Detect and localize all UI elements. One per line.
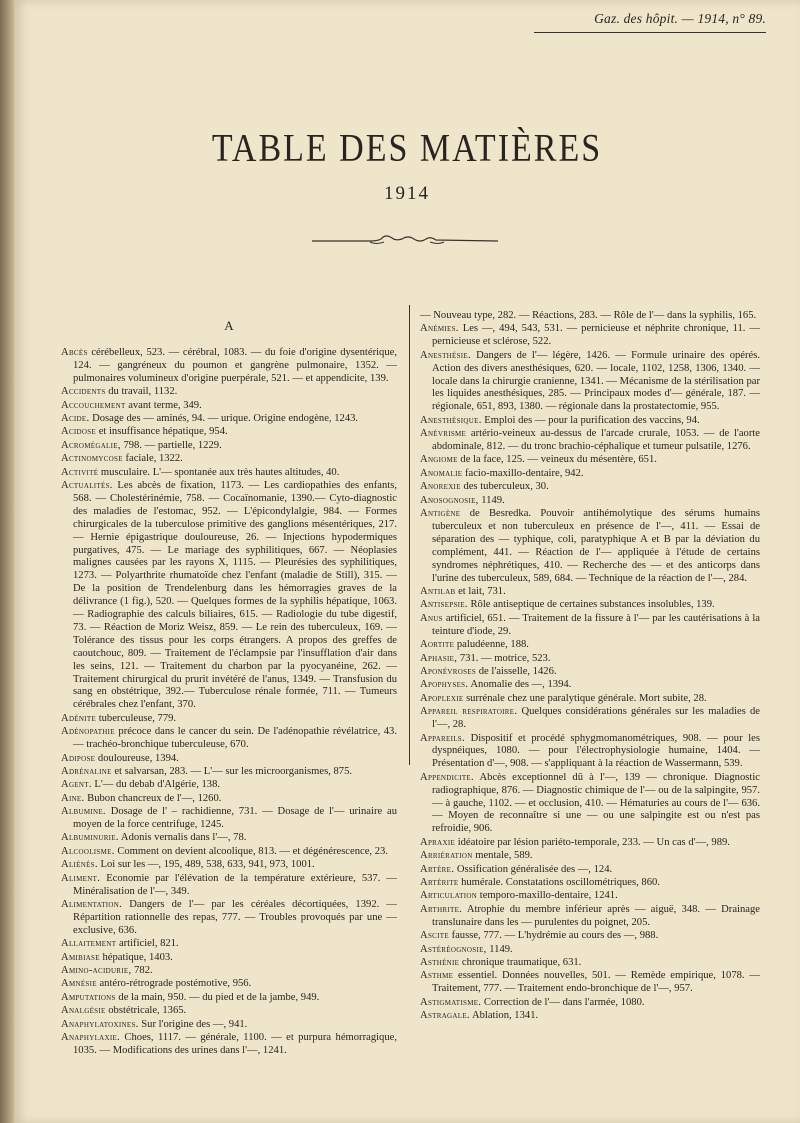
entry-text: du travail, 1132. [108, 386, 178, 398]
entry-headword: Astéréognosie, [420, 943, 487, 955]
entry-text: et salvarsan, 283. — L'— sur les microorganismes, 875. [114, 765, 353, 777]
entry-text: cérébelleux, 523. — cérébral, 1083. — du foie d'origine dysentérique, 124. — gangréneux du poumon et gangrène pulmonaire, 1352. — pulmonaires volumineux d'origine puerpérale, 521. — et appendicite, 139. [73, 346, 397, 384]
entry-headword: Aine. [61, 792, 85, 804]
entry-text: Bubon chancreux de l'—, 1260. [87, 792, 222, 804]
entry-headword: Anévrisme [420, 428, 467, 440]
running-head: Gaz. des hôpit. — 1914, n° 89. [594, 11, 766, 26]
entry-text: 782. [134, 965, 153, 976]
ornament-divider-icon [310, 232, 500, 248]
entry-text: Sur l'origine des —, 941. [141, 1018, 248, 1030]
entry-headword: Aliment. [61, 872, 101, 884]
index-entry [61, 1005, 397, 1018]
index-entry [61, 713, 397, 726]
left-entries [61, 347, 397, 1058]
entry-headword: Amino-acidurie, [61, 965, 132, 976]
index-entry [420, 679, 760, 692]
index-entry [420, 944, 760, 957]
index-entry [420, 495, 760, 508]
index-entry [420, 508, 760, 585]
entry-headword: Angiome [420, 454, 458, 466]
entry-text: Dangers de l'— légère, 1426. — Formule urinaire des opérés. Action des divers anesthésiques, 620. — locale, 1102, 1258, 1306, 1340. — locale dans la chirurgie cranienne, 1341. — Mécanisme de la stérilisation par les liquides anesthésiques, 285. — Principaux modes d'— générale, 187. — régionale, 651, 893, 1380. — régionale dans la prostatectomie, 955. [432, 349, 760, 413]
index-entry [61, 766, 397, 779]
entry-text: Ablation, 1341. [471, 1010, 539, 1022]
entry-text: avant terme, 349. [128, 399, 202, 411]
entry-headword: Arriération [420, 850, 473, 862]
entry-text: de l'aisselle, 1426. [478, 665, 557, 677]
index-entry [420, 877, 760, 890]
entry-headword: Amputations [61, 991, 116, 1003]
entry-text: Rôle antiseptique de certaines substances insolubles, 139. [470, 599, 715, 611]
index-entry [61, 347, 397, 386]
index-entry [420, 904, 760, 930]
index-entry [420, 957, 760, 970]
index-entry [420, 454, 760, 467]
index-entry [61, 426, 397, 439]
right-column [420, 310, 760, 1023]
entry-headword: Anaphylaxie. [61, 1032, 121, 1044]
entry-headword: Antilab [420, 586, 456, 598]
index-entry [420, 1010, 760, 1023]
entry-headword: Aortite [420, 639, 455, 651]
index-entry [420, 733, 760, 772]
entry-headword: Anus [420, 612, 443, 624]
year-label: 1914 [384, 183, 430, 204]
entry-text: paludéenne, 188. [456, 639, 529, 651]
index-entry [61, 386, 397, 399]
index-entry [61, 413, 397, 426]
index-entry [420, 706, 760, 732]
index-entry [61, 846, 397, 859]
index-entry [420, 850, 760, 863]
entry-headword: Apraxie [420, 836, 456, 848]
index-entry [420, 481, 760, 494]
entry-headword: Anomalie [420, 467, 463, 479]
entry-text: musculaire. L'— spontanée aux très hautes altitudes, 40. [100, 466, 340, 478]
index-entry [61, 859, 397, 872]
index-entry [420, 613, 760, 639]
section-letter: A [224, 318, 234, 333]
entry-text: et lait, 731. [458, 586, 506, 598]
entry-headword: Anorexie [420, 481, 461, 493]
entry-text: tuberculeuse, 779. [98, 712, 177, 724]
entry-text: L'— du debab d'Algérie, 138. [94, 779, 221, 791]
index-entry [61, 938, 397, 951]
entry-headword: Albuminurie. [61, 832, 119, 844]
left-column [61, 310, 397, 1058]
entry-headword: Actinomycose [61, 453, 123, 465]
index-entry [420, 864, 760, 877]
entry-text: chronique traumatique, 631. [461, 956, 582, 968]
index-entry [61, 965, 397, 978]
entry-text: Dispositif et procédé sphygmomanométriques, 908. — pour les dyspnéiques, 1080. — pour l'électrophysiologie humaine, 1404. — Présentation d'—, 908. — s'appliquant à la réaction de Wassermann, 539. [432, 732, 760, 770]
index-entry [61, 779, 397, 792]
entry-headword: Amnésie [61, 978, 97, 990]
entry-headword: Activité [61, 466, 99, 478]
entry-headword: Aponévroses [420, 665, 477, 677]
entry-headword: Adénite [61, 712, 97, 724]
index-entry [420, 693, 760, 706]
entry-headword: Analgésie [61, 1005, 106, 1017]
entry-text: artério-veineux au-dessus de l'arcade crurale, 1053. — de l'aorte abdominale, 812. — du tronc brachio-céphalique et tumeur pulsatile, 1276. [432, 428, 760, 453]
entry-headword: Adipose [61, 752, 96, 764]
entry-headword: Ascite [420, 930, 449, 942]
entry-headword: Actualités. [61, 479, 113, 491]
entry-headword: Accouchement [61, 399, 126, 411]
entry-text: douloureuse, 1394. [97, 752, 179, 764]
index-entry [61, 793, 397, 806]
entry-text: artificiel, 651. — Traitement de la fissure à l'— par les cautérisations à la teinture d'iode, 29. [432, 612, 760, 637]
index-entry [420, 890, 760, 903]
index-entry [61, 873, 397, 899]
entry-text: Economie par l'élévation de la température extérieure, 537. — Minéralisation de l'—, 349. [73, 872, 397, 897]
entry-text: Comment on devient alcoolique, 813. — et dégénérescence, 23. [117, 845, 388, 857]
entry-headword: Anosognosie, [420, 494, 479, 506]
entry-text: Les —, 494, 543, 531. — pernicieuse et néphrite chronique, 11. — pernicieuse et sclérose, 522. [432, 323, 760, 348]
entry-headword: Abcès [61, 346, 88, 358]
index-entry [420, 415, 760, 428]
entry-text: et insuffisance hépatique, 954. [98, 426, 228, 438]
entry-text: Ossification généralisée des —, 124. [456, 863, 613, 875]
entry-text: obstétricale, 1365. [108, 1005, 187, 1017]
index-entry [61, 467, 397, 480]
index-entry [61, 978, 397, 991]
entry-text: 731. — motrice, 523. [459, 652, 551, 664]
entry-text: surrénale chez une paralytique générale. Mort subite, 28. [466, 692, 707, 704]
entry-text: 798. — partielle, 1229. [123, 439, 222, 451]
entry-headword: Acromégalie, [61, 439, 121, 451]
index-entry [420, 599, 760, 612]
entry-text: Dosage des — aminés, 94. — urique. Origine endogène, 1243. [92, 412, 359, 424]
entry-headword: Agent. [61, 779, 92, 791]
index-entry [420, 930, 760, 943]
entry-headword: Antigène [420, 508, 461, 520]
entry-headword: Amibiase [61, 951, 100, 963]
index-entry [61, 1032, 397, 1058]
entry-text: essentiel. Données nouvelles, 501. — Remède empirique, 1078. — Traitement, 777. — Traitement endo-bronchique de l'—, 957. [432, 970, 760, 995]
entry-text: des tuberculeux, 30. [463, 481, 549, 493]
index-entry [61, 952, 397, 965]
entry-text: Quelques considérations générales sur les maladies de l'—, 28. [432, 706, 761, 731]
entry-text: Adonis vernalis dans l'—, 78. [120, 832, 247, 844]
entry-text: artificiel, 821. [118, 938, 179, 950]
index-entry [420, 666, 760, 679]
entry-headword: Aliénés. [61, 859, 98, 871]
entry-headword: Astigmatisme. [420, 996, 482, 1008]
index-entry [61, 753, 397, 766]
entry-headword: Appendicite. [420, 771, 474, 783]
entry-headword: Adrénaline [61, 765, 112, 777]
index-entry [420, 997, 760, 1010]
entry-text: Dangers de l'— par les céréales décortiquées, 1392. — Répartition rationnelle des repas, 777. — Troubles provoqués par une — exclusive, 636. [73, 898, 397, 936]
index-entry [420, 837, 760, 850]
entry-headword: Artérite [420, 876, 459, 888]
entry-text: Dosage de l' – rachidienne, 731. — Dosage de l'— urinaire au moyen de la force centrifuge, 1245. [73, 806, 397, 831]
index-entry [61, 440, 397, 453]
index-entry [420, 586, 760, 599]
entry-text: idéatoire par lésion pariéto-temporale, 233. — Un cas d'—, 989. [457, 836, 730, 848]
index-entry [61, 992, 397, 1005]
index-entry [420, 653, 760, 666]
index-entry [420, 772, 760, 837]
entry-headword: Aphasie, [420, 652, 458, 664]
entry-headword: Apoplexie [420, 692, 464, 704]
entry-headword: Acidose [61, 426, 97, 438]
entry-headword: Articulation [420, 890, 478, 902]
entry-text: Correction de l'— dans l'armée, 1080. [483, 996, 645, 1008]
entry-text: temporo-maxillo-dentaire, 1241. [479, 890, 618, 902]
entry-headword: Artère. [420, 863, 455, 875]
entry-text: Loi sur les —, 195, 489, 538, 633, 941, 973, 1001. [100, 859, 315, 871]
entry-headword: Accidents [61, 386, 106, 398]
entry-headword: Antisepsie. [420, 599, 468, 611]
entry-headword: Anesthésie. [420, 349, 471, 361]
entry-text: Atrophie du membre inférieur après — aiguë, 348. — Drainage translunaire dans les — purulentes du poignet, 205. [432, 903, 760, 928]
entry-text: Choes, 1117. — générale, 1100. — et purpura hémorragique, 1035. — Modifications des urines dans l'—, 1241. [73, 1032, 397, 1056]
page-title: TABLE DES MATIÈRES [211, 127, 603, 170]
entry-headword: Asthénie [420, 956, 460, 968]
entry-headword: Astragale. [420, 1010, 470, 1022]
entry-text: — Nouveau type, 282. — Réactions, 283. — Rôle de l'— dans la syphilis, 165. [420, 310, 757, 321]
entry-text: Les abcès de fixation, 1173. — Les cardiopathies des enfants, 568. — Cholestérinémie, 758. — Cocaïnomanie, 1390.— Cyto-diagnostic des maladies de l'estomac, 952. — L'épicondylalgie, 984. — Formes chirurgicales de la tuberculose primitive des ganglions mésentériques, 217. — Hernie épigastrique douloureuse, 26. — Injections hypodermiques purgatives, 475. — Le mariage des syphilitiques, 667. — Néoplasies malignes causées par les rayons X, 1115. — Pleurésies des syphilitiques, 1273. — Polyarthrite rhumatoïde chez l'enfant (maladie de Still), 315. — De la position de Trendelenburg dans les hémorragies graves de la délivrance (1 fig.), 520. — Quelques formes de la syphilis hépatique, 1063. — Radiographie des calculs biliaires, 615. — Radiologie du tube digestif, 73. — Réaction de Moriz Weisz, 859. — Le rein des tuberculeux, 169. — Tolérance des tissus pour les corps étrangers. A propos des greffes de caoutchouc, 809. — Traitement de l'éclampsie par l'insufflation d'air dans les seins, 121. — Traitement du charbon par la pyocyanéine, 262. — Traitement chirurgical du prurit invétéré de l'anus, 1349. — Transfusion du sang en obstétrique, 392.— Tuberculose rénale formée, 711. — Tumeurs cérébrales chez l'enfant, 370. [73, 479, 397, 711]
entry-headword: Anémies. [420, 323, 459, 335]
entry-text: faciale, 1322. [125, 453, 183, 465]
index-entry [420, 970, 760, 996]
right-entries [420, 310, 760, 1023]
entry-headword: Anesthésique. [420, 414, 482, 426]
index-entry [61, 480, 397, 712]
index-entry [420, 323, 760, 349]
entry-headword: Allaitement [61, 938, 117, 950]
journal-page [14, 0, 800, 1123]
header-rule [534, 32, 766, 33]
entry-headword: Asthme [420, 970, 454, 982]
entry-headword: Appareils. [420, 732, 465, 744]
entry-headword: Anaphylatoxines. [61, 1018, 139, 1030]
index-entry [61, 806, 397, 832]
entry-headword: Acide. [61, 412, 90, 424]
index-entry [61, 453, 397, 466]
entry-text: de Besredka. Pouvoir antihémolytique des sérums humains tuberculeux et non tuberculeux en présence de l'—, 411. — Essai de séparation des — typhique, coli, paratyphique A et B par la déviation du complément, 441. — Réaction de l'— appliquée à l'étude de certains syndromes néphrétiques, 410. — Recherche des — et des anticorps dans l'urine des tuberculeux, 589, 684. — Technique de la réaction de l'—, 284. [432, 508, 760, 584]
entry-text: 1149. [489, 943, 513, 955]
entry-headword: Alimentation. [61, 898, 123, 910]
index-entry [61, 832, 397, 845]
entry-text: humérale. Constatations oscillométriques, 860. [461, 876, 660, 888]
index-entry [420, 428, 760, 454]
entry-text: Emploi des — pour la purification des vaccins, 94. [484, 414, 700, 426]
index-entry [420, 639, 760, 652]
entry-text: Abcès exceptionnel dû à l'—, 139 — chronique. Diagnostic radiographique, 876. — Diagnostic chimique de l'— ou de la salpingite, 957. — à gauche, 1102. — et occlusion, 410. — Hématuries au cours de l'— 636. — Moyen de reconnaître si une — ou une salpingite est ou n'est pas refroidie, 906. [432, 771, 760, 835]
index-entry [420, 310, 760, 323]
index-entry [420, 468, 760, 481]
entry-text: de la face, 125. — veineux du mésentère, 651. [460, 454, 657, 466]
entry-headword: Alcoolisme. [61, 845, 115, 857]
entry-headword: Adénopathie [61, 726, 115, 738]
entry-text: facio-maxillo-dentaire, 942. [464, 467, 584, 479]
column-rule [409, 305, 410, 765]
entry-headword: Arthrite. [420, 903, 463, 915]
entry-headword: Appareil respiratoire. [420, 706, 518, 718]
index-entry [61, 899, 397, 938]
index-entry [61, 1019, 397, 1032]
entry-text: hépatique, 1403. [102, 951, 173, 963]
entry-headword: Albumine. [61, 806, 106, 818]
index-entry [61, 726, 397, 752]
index-entry [61, 400, 397, 413]
entry-text: fausse, 777. — L'hydrémie au cours des —, 988. [451, 930, 659, 942]
entry-headword: Apophyses. [420, 679, 469, 691]
entry-text: précoce dans le cancer du sein. De l'adénopathie révélatrice, 43. — trachéo-bronchique tuberculeuse, 670. [73, 726, 397, 751]
index-entry [420, 350, 760, 415]
entry-text: antéro-rétrograde postémotive, 956. [99, 978, 252, 990]
entry-text: Anomalie des —, 1394. [470, 679, 572, 691]
book-spine-edge [0, 0, 14, 1123]
entry-text: mentale, 589. [475, 850, 533, 862]
entry-text: 1149. [481, 494, 505, 506]
entry-text: de la main, 950. — du pied et de la jambe, 949. [118, 991, 320, 1003]
